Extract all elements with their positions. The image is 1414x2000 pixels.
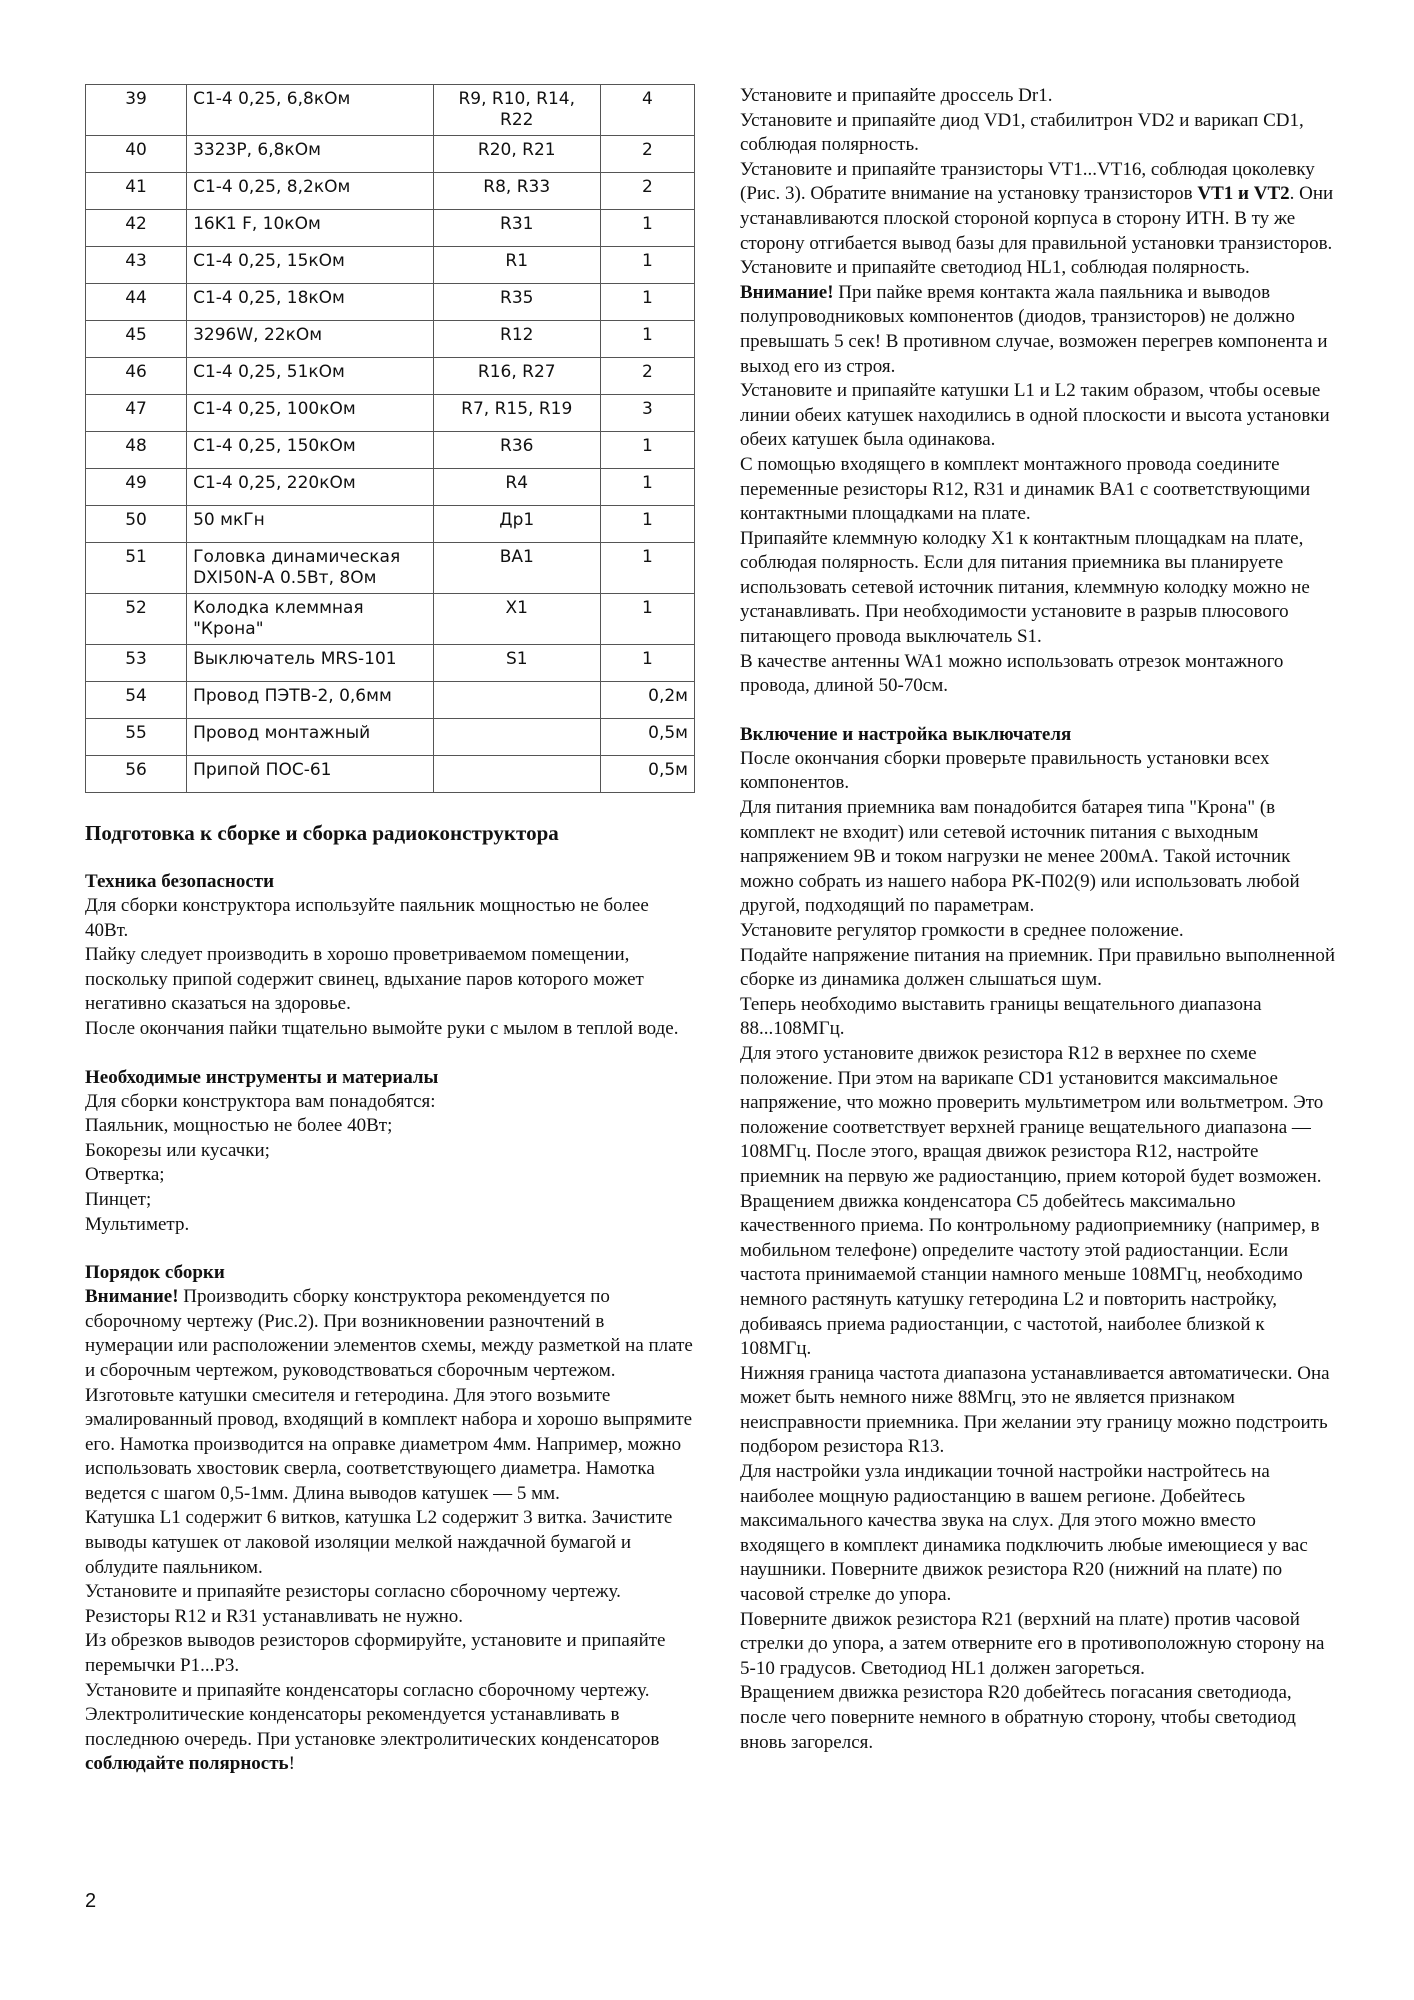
component-quantity: 0,5м	[600, 719, 694, 756]
assembly-continued-text	[740, 84, 1340, 699]
component-reference: R20, R21	[433, 136, 600, 173]
component-name: С1-4 0,25, 51кОм	[187, 358, 434, 395]
component-quantity: 1	[600, 247, 694, 284]
row-number: 40	[86, 136, 187, 173]
component-quantity: 1	[600, 469, 694, 506]
component-reference: R1	[433, 247, 600, 284]
section-heading-assembly: Подготовка к сборке и сборка радиоконструктора	[85, 821, 559, 845]
vt-emphasis: VT1 и VT2	[1197, 183, 1290, 205]
component-name: С1-4 0,25, 100кОм	[187, 395, 434, 432]
table-row	[86, 136, 695, 173]
parts-table	[85, 84, 695, 793]
table-row	[86, 210, 695, 247]
component-name: 16K1 F, 10кОм	[187, 210, 434, 247]
assembly-text-a: Установите и припаяйте дроссель Dr1. Установите и припаяйте диод VD1, стабилитрон VD2 и варикап CD1, соблюдая полярность. Установите и припаяйте транзисторы VT1...VT16, соблюдая цоколевку (Рис. 3). Обратите внимание на установку транзисторов	[740, 85, 1315, 205]
attention-label-2: Внимание!	[740, 281, 834, 303]
component-name: С1-4 0,25, 18кОм	[187, 284, 434, 321]
row-number: 39	[86, 85, 187, 136]
component-quantity: 4	[600, 85, 694, 136]
component-quantity: 2	[600, 173, 694, 210]
row-number: 46	[86, 358, 187, 395]
component-name: 3323P, 6,8кОм	[187, 136, 434, 173]
row-number: 41	[86, 173, 187, 210]
table-row	[86, 284, 695, 321]
order-text	[85, 1285, 695, 1777]
row-number: 47	[86, 395, 187, 432]
table-row	[86, 173, 695, 210]
table-row	[86, 719, 695, 756]
table-row	[86, 469, 695, 506]
tools-text: Для сборки конструктора вам понадобятся: Паяльник, мощностью не более 40Вт; Бокорезы или кусачки; Отвертка; Пинцет; Мультиметр.	[85, 1090, 436, 1235]
component-quantity: 1	[600, 543, 694, 594]
component-quantity: 1	[600, 432, 694, 469]
order-heading: Порядок сборки	[85, 1262, 225, 1284]
component-reference: S1	[433, 645, 600, 682]
component-name: Провод монтажный	[187, 719, 434, 756]
component-name: Провод ПЭТВ-2, 0,6мм	[187, 682, 434, 719]
component-name: Припой ПОС-61	[187, 756, 434, 793]
table-row	[86, 506, 695, 543]
polarity-emphasis: соблюдайте полярность	[85, 1753, 289, 1775]
component-reference: R35	[433, 284, 600, 321]
safety-text: Для сборки конструктора используйте паяльник мощностью не более 40Вт. Пайку следует производить в хорошо проветриваемом помещении, поскольку припой содержит свинец, вдыхание паров которого может негативно сказаться на здоровье. После окончания пайки тщательно вымойте руки с мылом в теплой воде.	[85, 895, 679, 1039]
component-reference	[433, 719, 600, 756]
row-number: 53	[86, 645, 187, 682]
safety-heading: Техника безопасности	[85, 871, 275, 892]
row-number: 52	[86, 594, 187, 645]
page-number: 2	[85, 1890, 97, 1912]
row-number: 49	[86, 469, 187, 506]
component-reference: Др1	[433, 506, 600, 543]
row-number: 45	[86, 321, 187, 358]
component-quantity: 1	[600, 284, 694, 321]
row-number: 48	[86, 432, 187, 469]
component-reference: R36	[433, 432, 600, 469]
order-body: Производить сборку конструктора рекомендуется по сборочному чертежу (Рис.2). При возникновении разночтений в нумерации или расположении элементов схемы, между разметкой на плате и сборочным чертежом, руководствоваться сборочным чертежом. Изготовьте катушки смесителя и гетеродина. Для этого возьмите эмалированный провод, входящий в комплект набора и хорошо выпрямите его. Намотка производится на оправке диаметром 4мм. Например, можно использовать хвостовик сверла, соответствующего диаметра. Намотка ведется с шагом 0,5-1мм. Длина выводов катушек — 5 мм. Катушка L1 содержит 6 витков, катушка L2 содержит 3 витка. Зачистите выводы катушек от лаковой изоляции мелкой наждачной бумагой и облудите паяльником. Установите и припаяйте резисторы согласно сборочному чертежу. Резисторы R12 и R31 устанавливать не нужно. Из обрезков выводов резисторов сформируйте, установите и припаяйте перемычки P1...P3. Установите и припаяйте конденсаторы согласно сборочному чертежу. Электролитические конденсаторы рекомендуется устанавливать в последнюю очередь. При установке электролитических конденсаторов	[85, 1286, 693, 1750]
table-row	[86, 756, 695, 793]
parts-table-body	[86, 85, 695, 793]
component-name: Колодка клеммная "Крона"	[187, 594, 434, 645]
component-reference	[433, 682, 600, 719]
right-column	[740, 84, 1340, 1755]
component-reference: R8, R33	[433, 173, 600, 210]
component-quantity: 2	[600, 136, 694, 173]
component-reference: BA1	[433, 543, 600, 594]
table-row	[86, 594, 695, 645]
component-quantity: 0,5м	[600, 756, 694, 793]
component-reference: R9, R10, R14, R22	[433, 85, 600, 136]
row-number: 54	[86, 682, 187, 719]
component-reference: R4	[433, 469, 600, 506]
component-name: 3296W, 22кОм	[187, 321, 434, 358]
table-row	[86, 543, 695, 594]
row-number: 44	[86, 284, 187, 321]
assembly-text-c: При пайке время контакта жала паяльника и выводов полупроводниковых компонентов (диодов, транзисторов) не должно превышать 5 сек! В противном случае, возможен перегрев компонента и выход его из строя. Установите и припаяйте катушки L1 и L2 таким образом, чтобы осевые линии обеих катушек находились в одной плоскости и высота установки обеих катушек была одинакова. С помощью входящего в комплект монтажного провода соедините переменные резисторы R12, R31 и динамик BA1 с соответствующими контактными площадками на плате. Припаяйте клеммную колодку X1 к контактным площадкам на плате, соблюдая полярность. Если для питания приемника вы планируете использовать сетевой источник питания, клеммную колодку можно не устанавливать. При необходимости установите в разрыв плюсового питающего провода выключатель S1. В качестве антенны WA1 можно использовать отрезок монтажного провода, длиной 50-70см.	[740, 281, 1330, 697]
attention-label: Внимание!	[85, 1286, 179, 1308]
component-reference: R7, R15, R19	[433, 395, 600, 432]
table-row	[86, 247, 695, 284]
component-name: С1-4 0,25, 150кОм	[187, 432, 434, 469]
table-row	[86, 645, 695, 682]
row-number: 55	[86, 719, 187, 756]
setup-heading: Включение и настройка выключателя	[740, 723, 1072, 745]
component-quantity: 2	[600, 358, 694, 395]
component-reference: R16, R27	[433, 358, 600, 395]
table-row	[86, 395, 695, 432]
component-quantity: 1	[600, 321, 694, 358]
row-number: 42	[86, 210, 187, 247]
component-reference: R31	[433, 210, 600, 247]
component-quantity: 1	[600, 645, 694, 682]
left-column	[85, 84, 695, 1777]
component-name: 50 мкГн	[187, 506, 434, 543]
table-row	[86, 85, 695, 136]
component-quantity: 1	[600, 210, 694, 247]
component-name: Головка динамическая DXI50N-A 0.5Вт, 8Ом	[187, 543, 434, 594]
component-reference: X1	[433, 594, 600, 645]
component-reference: R12	[433, 321, 600, 358]
order-tail: !	[288, 1753, 295, 1775]
component-quantity: 0,2м	[600, 682, 694, 719]
setup-text: После окончания сборки проверьте правильность установки всех компонентов. Для питания приемника вам понадобится батарея типа "Крона" (в комплект не входит) или сетевой источник питания с выходным напряжением 9В и током нагрузки не менее 200мА. Такой источник можно собрать из нашего набора РК-П02(9) или использовать любой другой, подходящий по параметрам. Установите регулятор громкости в среднее положение. Подайте напряжение питания на приемник. При правильно выполненной сборке из динамика должен слышаться шум. Теперь необходимо выставить границы вещательного диапазона 88...108МГц. Для этого установите движок резистора R12 в верхнее по схеме положение. При этом на варикапе CD1 установится максимальное напряжение, что можно проверить мультиметром или вольтметром. Это положение соответствует верхней границе вещательного диапазона — 108МГц. После этого, вращая движок резистора R12, настройте приемник на первую же радиостанцию, прием которой будет возможен. Вращением движка конденсатора C5 добейтесь максимально качественного приема. По контрольному радиоприемнику (например, в мобильном телефоне) определите частоту этой радиостанции. Если частота принимаемой станции намного меньше 108МГц, необходимо немного растянуть катушку гетеродина L2 и повторить настройку, добиваясь приема радиостанции, с частотой, наиболее близкой к 108МГц. Нижняя граница частота диапазона устанавливается автоматически. Она может быть немного ниже 88Мгц, это не является признаком неисправности приемника. При желании эту границу можно подстроить подбором резистора R13. Для настройки узла индикации точной настройки настройтесь на наиболее мощную радиостанцию в вашем регионе. Добейтесь максимального качества звука на слух. Для этого можно вместо входящего в комплект динамика подключить любые имеющиеся у вас наушники. Поверните движок резистора R20 (нижний на плате) по часовой стрелке до упора. Поверните движок резистора R21 (верхний на плате) против часовой стрелки до упора, а затем отверните его в противоположную сторону на 5-10 градусов. Светодиод HL1 должен загореться. Вращением движка резистора R20 добейтесь погасания светодиода, после чего поверните немного в обратную сторону, чтобы светодиод вновь загорелся.	[740, 747, 1336, 1753]
component-name: С1-4 0,25, 15кОм	[187, 247, 434, 284]
component-quantity: 1	[600, 594, 694, 645]
assembly-text-b: . Они устанавливаются плоской стороной корпуса в сторону ИТН. В ту же сторону отгибается вывод базы для правильной установки транзисторов. Установите и припаяйте светодиод HL1, соблюдая полярность.	[740, 183, 1334, 279]
component-quantity: 3	[600, 395, 694, 432]
component-quantity: 1	[600, 506, 694, 543]
table-row	[86, 321, 695, 358]
table-row	[86, 358, 695, 395]
row-number: 56	[86, 756, 187, 793]
component-name: С1-4 0,25, 220кОм	[187, 469, 434, 506]
component-name: Выключатель MRS-101	[187, 645, 434, 682]
row-number: 43	[86, 247, 187, 284]
component-name: С1-4 0,25, 6,8кОм	[187, 85, 434, 136]
component-reference	[433, 756, 600, 793]
table-row	[86, 432, 695, 469]
table-row	[86, 682, 695, 719]
component-name: С1-4 0,25, 8,2кОм	[187, 173, 434, 210]
tools-heading: Необходимые инструменты и материалы	[85, 1066, 439, 1088]
row-number: 51	[86, 543, 187, 594]
row-number: 50	[86, 506, 187, 543]
